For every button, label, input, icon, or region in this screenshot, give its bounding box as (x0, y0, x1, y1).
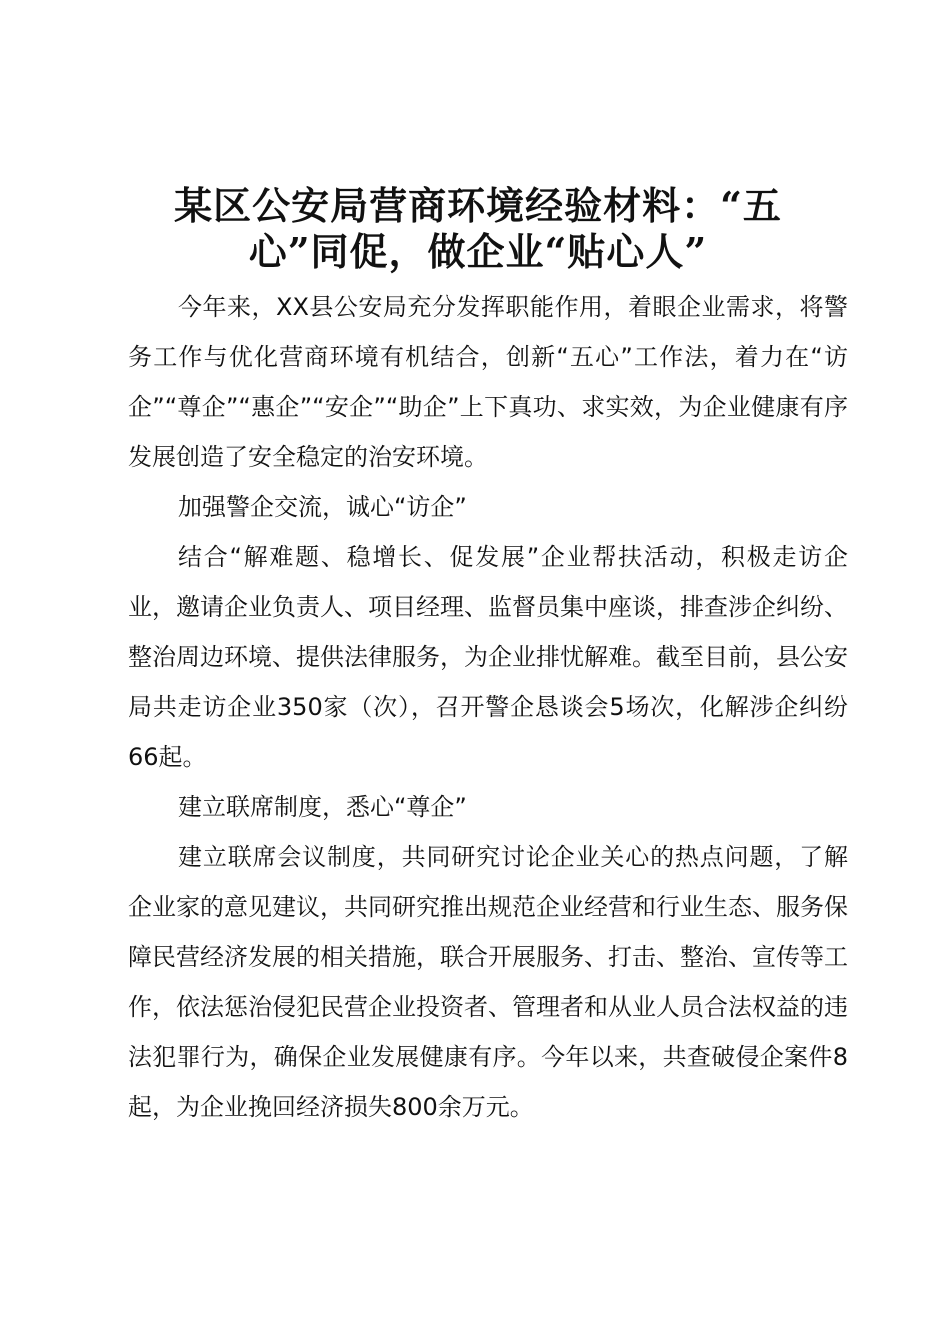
paragraph-respect: 建立联席会议制度，共同研究讨论企业关心的热点问题，了解企业家的意见建议，共同研究推出规范企业经营和行业生态、服务保障民营经济发展的相关措施，联合开展服务、打击、整治、宣传等工作，依法惩治侵犯民营企业投资者、管理者和从业人员合法权益的违法犯罪行为，确保企业发展健康有序。今年以来，共查破侵企案件8起，为企业挽回经济损失800余万元。 (128, 843, 848, 1121)
section-heading-visit: 加强警企交流，诚心“访企” (178, 493, 467, 521)
paragraph-visit: 结合“解难题、稳增长、促发展”企业帮扶活动，积极走访企业，邀请企业负责人、项目经理、监督员集中座谈，排查涉企纠纷、整治周边环境、提供法律服务，为企业排忧解难。截至目前，县公安局共走访企业350家（次），召开警企恳谈会5场次，化解涉企纠纷66起。 (128, 543, 848, 771)
section-heading-respect: 建立联席制度，悉心“尊企” (178, 793, 467, 821)
document-body (128, 282, 848, 1132)
paragraph-intro: 今年来，XX县公安局充分发挥职能作用，着眼企业需求，将警务工作与优化营商环境有机结合，创新“五心”工作法，着力在“访企”“尊企”“惠企”“安企”“助企”上下真功、求实效，为企业健康有序发展创造了安全稳定的治安环境。 (128, 293, 848, 471)
document-title: 某区公安局营商环境经验材料：“五心”同促，做企业“贴心人” (174, 183, 782, 274)
